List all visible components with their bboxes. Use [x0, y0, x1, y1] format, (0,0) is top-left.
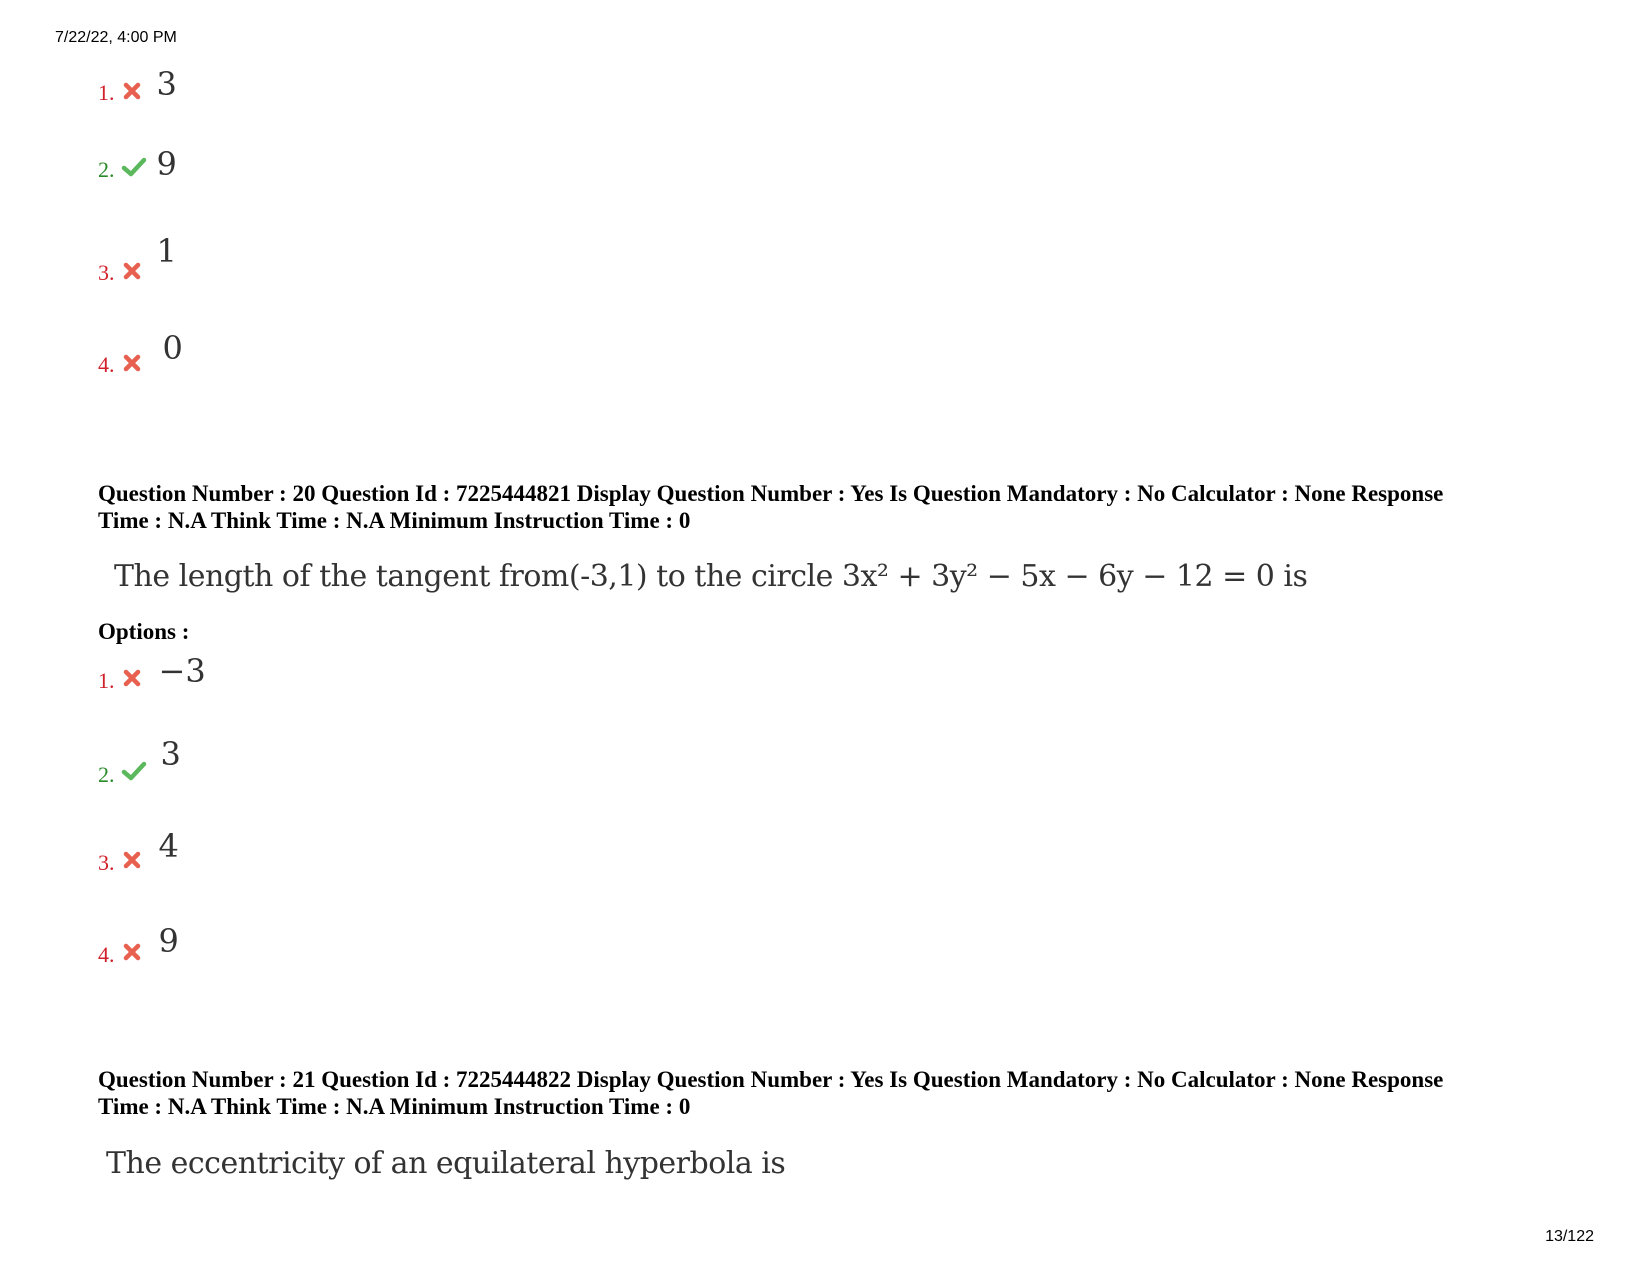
- question-21-text: The eccentricity of an equilateral hyperbola is: [106, 1146, 786, 1181]
- option-value: 9: [158, 922, 179, 960]
- option-number: 3.: [98, 850, 115, 875]
- cross-icon: [121, 667, 143, 689]
- q20-option-2: [98, 735, 181, 798]
- question-meta-line: Time : N.A Think Time : N.A Minimum Instruction Time : 0: [98, 1094, 691, 1119]
- prev-option-2: [98, 145, 177, 208]
- cross-icon: [121, 352, 143, 374]
- question-meta-line: Question Number : 20 Question Id : 7225444821 Display Question Number : Yes Is Question Mandatory : No Calculator : None Response: [98, 481, 1444, 506]
- check-icon: [121, 760, 147, 782]
- q20-option-4: [98, 922, 179, 985]
- cross-icon: [121, 80, 143, 102]
- option-number: 2.: [98, 157, 115, 182]
- option-value: 0: [162, 329, 183, 367]
- option-number: 4.: [98, 352, 115, 377]
- option-value: 9: [156, 145, 177, 183]
- print-datetime: 7/22/22, 4:00 PM: [55, 29, 177, 46]
- cross-icon: [121, 260, 143, 282]
- page-number: 13/122: [1545, 1228, 1594, 1245]
- question-21-meta: [98, 1066, 1598, 1120]
- question-meta-line: Time : N.A Think Time : N.A Minimum Instruction Time : 0: [98, 508, 691, 533]
- cross-icon: [121, 941, 143, 963]
- option-number: 1.: [98, 80, 115, 105]
- question-equation: 3x² + 3y² − 5x − 6y − 12 = 0: [841, 559, 1275, 594]
- prev-option-1: [98, 65, 177, 128]
- q20-option-3: [98, 827, 179, 890]
- option-number: 1.: [98, 668, 115, 693]
- option-value: 3: [156, 65, 177, 103]
- question-text-suffix: is: [1274, 559, 1308, 594]
- prev-option-3: [98, 232, 177, 295]
- option-value: 4: [158, 827, 179, 865]
- q20-option-1: [98, 652, 206, 715]
- options-label: Options :: [98, 619, 190, 644]
- option-number: 2.: [98, 762, 115, 787]
- option-value: −3: [158, 652, 206, 690]
- prev-option-4: [98, 329, 183, 392]
- question-meta-line: Question Number : 21 Question Id : 7225444822 Display Question Number : Yes Is Question Mandatory : No Calculator : None Response: [98, 1067, 1444, 1092]
- question-20-text: [114, 559, 1307, 594]
- cross-icon: [121, 849, 143, 871]
- question-text-prefix: The length of the tangent from(-3,1) to the circle: [114, 559, 842, 594]
- option-value: 1: [156, 232, 177, 270]
- check-icon: [121, 156, 147, 178]
- question-20-meta: [98, 480, 1598, 534]
- option-number: 4.: [98, 942, 115, 967]
- option-value: 3: [160, 735, 181, 773]
- option-number: 3.: [98, 260, 115, 285]
